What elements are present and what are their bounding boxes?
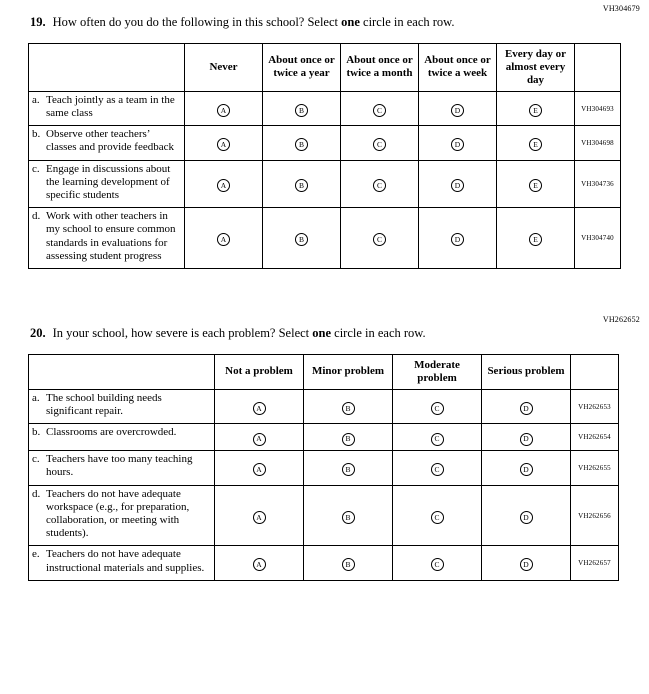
row-text: Teachers have too many teaching hours. [46,453,193,479]
row-label [29,485,215,546]
answer-circle-b[interactable] [342,433,355,446]
answer-circle-b[interactable] [295,179,308,192]
column-header-once-twice-month: About once or twice a month [341,44,419,92]
column-header-once-twice-week: About once or twice a week [419,44,497,92]
answer-circle-d[interactable] [520,463,533,476]
answer-circle-b[interactable] [295,104,308,117]
row-code: VH262657 [571,546,619,580]
circle-letter: C [376,235,382,245]
answer-cell [393,485,482,546]
prompt-text: How often do you do the following in this school? Select [52,15,342,29]
circle-letter: D [454,180,461,190]
answer-circle-e[interactable] [529,138,542,151]
answer-cell [482,389,571,423]
circle-letter: A [220,139,227,149]
table-row [29,451,619,485]
row-label [29,424,215,451]
row-label [29,208,185,269]
answer-cell [263,91,341,125]
answer-cell [497,91,575,125]
row-letter: d. [32,487,41,500]
answer-cell [341,126,419,160]
circle-letter: C [434,434,440,444]
question-20-code: VH262652 [602,314,640,324]
answer-circle-c[interactable] [431,433,444,446]
circle-letter: D [523,560,529,570]
question-number: 20. [30,325,46,340]
answer-cell [215,424,304,451]
circle-letter: A [256,464,262,474]
circle-letter: A [220,105,227,115]
table-row [29,91,621,125]
answer-cell [185,126,263,160]
circle-letter: B [345,403,351,413]
answer-circle-a[interactable] [253,558,266,571]
circle-letter: B [345,464,351,474]
column-header-moderate-problem: Moderate problem [393,354,482,389]
circle-letter: E [533,139,538,149]
prompt-text: circle in each row. [331,325,426,340]
answer-cell [393,546,482,580]
circle-letter: B [298,139,304,149]
circle-letter: B [298,235,304,245]
answer-circle-c[interactable] [431,511,444,524]
circle-letter: C [434,560,440,570]
answer-circle-d[interactable] [520,433,533,446]
table-row [29,126,621,160]
table-row [29,546,619,580]
row-code: VH304736 [575,160,621,208]
answer-circle-a[interactable] [217,233,230,246]
row-text: Teachers do not have adequate instructional materials and supplies. [46,548,205,574]
answer-circle-d[interactable] [451,233,464,246]
row-label [29,91,185,125]
circle-letter: B [298,105,304,115]
circle-letter: C [434,464,440,474]
answer-circle-a[interactable] [253,463,266,476]
answer-cell [482,424,571,451]
table-row [29,208,621,269]
prompt-text: In your school, how severe is each problem? Select [52,325,313,340]
circle-letter: A [256,560,262,570]
answer-circle-d[interactable] [520,558,533,571]
column-header-every-day: Every day or almost every day [497,44,575,92]
answer-cell [304,485,393,546]
answer-circle-b[interactable] [342,558,355,571]
row-letter: a. [32,93,40,106]
circle-letter: A [256,512,262,522]
answer-cell [393,389,482,423]
answer-cell [482,485,571,546]
empty-corner-cell [29,354,215,389]
empty-corner-cell [29,44,185,92]
column-header-minor-problem: Minor problem [304,354,393,389]
answer-cell [419,160,497,208]
circle-letter: A [256,434,262,444]
answer-circle-c[interactable] [373,104,386,117]
header-row [29,354,619,389]
answer-cell [304,424,393,451]
answer-circle-c[interactable] [373,138,386,151]
answer-cell [497,160,575,208]
row-label [29,160,185,208]
circle-letter: A [220,235,227,245]
table-row [29,389,619,423]
row-code: VH304693 [575,91,621,125]
answer-circle-c[interactable] [373,179,386,192]
answer-cell [497,126,575,160]
question-19-section [0,4,649,269]
answer-cell [341,208,419,269]
question-20-section [0,315,649,581]
circle-letter: D [523,464,529,474]
answer-circle-d[interactable] [520,511,533,524]
answer-cell [185,160,263,208]
answer-circle-a[interactable] [217,104,230,117]
row-text: Teachers do not have adequate workspace (e.g., for preparation, collaboration, or meeting with students). [46,487,190,540]
q20-table [28,354,619,581]
answer-circle-a[interactable] [217,138,230,151]
question-19-code: VH304679 [602,4,640,13]
column-header-never: Never [185,44,263,92]
answer-circle-b[interactable] [295,233,308,246]
answer-cell [215,546,304,580]
prompt-emphasis: one [341,15,360,29]
circle-letter: C [434,512,440,522]
answer-circle-e[interactable] [529,233,542,246]
answer-circle-d[interactable] [520,402,533,415]
answer-circle-c[interactable] [431,402,444,415]
answer-circle-e[interactable] [529,104,542,117]
row-code: VH262654 [571,424,619,451]
circle-letter: C [376,105,382,115]
answer-cell [185,91,263,125]
answer-cell [341,160,419,208]
prompt-text: circle in each row. [359,15,455,29]
row-code: VH304698 [575,126,621,160]
table-row [29,424,619,451]
answer-cell [215,389,304,423]
row-label [29,451,215,485]
circle-letter: C [434,403,440,413]
row-code: VH262653 [571,389,619,423]
answer-cell [304,389,393,423]
empty-code-header [571,354,619,389]
row-letter: c. [32,453,40,466]
answer-circle-a[interactable] [253,433,266,446]
answer-cell [419,91,497,125]
table-row [29,485,619,546]
circle-letter: D [454,105,461,115]
row-text: Observe other teachers’ classes and provide feedback [46,128,174,154]
circle-letter: E [533,235,538,245]
circle-letter: E [533,105,538,115]
answer-cell [393,451,482,485]
header-row [29,44,621,92]
row-code: VH262656 [571,485,619,546]
circle-letter: B [345,512,351,522]
table-row [29,160,621,208]
answer-circle-d[interactable] [451,138,464,151]
answer-cell [185,208,263,269]
column-header-not-a-problem: Not a problem [215,354,304,389]
circle-letter: C [376,180,382,190]
circle-letter: D [523,512,529,522]
row-letter: b. [32,426,41,439]
answer-cell [419,126,497,160]
answer-cell [341,91,419,125]
row-letter: c. [32,162,40,175]
row-text: Engage in discussions about the learning development of specific students [46,162,171,202]
answer-cell [215,485,304,546]
answer-cell [497,208,575,269]
question-20-prompt [30,326,625,341]
answer-cell [482,546,571,580]
answer-circle-b[interactable] [295,138,308,151]
column-header-serious-problem: Serious problem [482,354,571,389]
question-19-prompt [30,15,625,30]
prompt-emphasis: one [312,325,332,340]
circle-letter: E [533,180,538,190]
row-text: Classrooms are overcrowded. [46,426,177,439]
row-text: Work with other teachers in my school to ensure common standards in evaluations for assessing student progress [46,210,176,262]
q19-table [28,43,621,269]
answer-circle-d[interactable] [451,179,464,192]
row-label [29,389,215,423]
answer-cell [304,451,393,485]
answer-cell [393,424,482,451]
answer-circle-a[interactable] [253,511,266,524]
answer-cell [419,208,497,269]
circle-letter: A [256,403,262,413]
circle-letter: D [523,403,529,413]
answer-circle-c[interactable] [373,233,386,246]
row-letter: b. [32,128,41,141]
answer-circle-a[interactable] [217,179,230,192]
row-letter: a. [32,391,40,404]
answer-circle-c[interactable] [431,558,444,571]
answer-cell [263,126,341,160]
answer-circle-b[interactable] [342,463,355,476]
row-label [29,126,185,160]
circle-letter: B [345,560,351,570]
answer-cell [304,546,393,580]
row-code: VH262655 [571,451,619,485]
row-code: VH304740 [575,208,621,269]
answer-cell [263,208,341,269]
row-label [29,546,215,580]
column-header-once-twice-year: About once or twice a year [263,44,341,92]
answer-circle-c[interactable] [431,463,444,476]
row-letter: d. [32,210,41,223]
circle-letter: A [220,180,227,190]
answer-circle-d[interactable] [451,104,464,117]
circle-letter: B [298,180,304,190]
row-letter: e. [32,548,40,561]
answer-cell [482,451,571,485]
answer-cell [215,451,304,485]
answer-circle-e[interactable] [529,179,542,192]
circle-letter: D [454,139,461,149]
circle-letter: D [454,235,461,245]
answer-circle-b[interactable] [342,402,355,415]
circle-letter: D [523,434,529,444]
answer-cell [263,160,341,208]
empty-code-header [575,44,621,92]
circle-letter: B [345,434,351,444]
answer-circle-a[interactable] [253,402,266,415]
row-text: Teach jointly as a team in the same class [46,93,175,120]
row-text: The school building needs significant repair. [46,391,162,418]
circle-letter: C [376,139,382,149]
answer-circle-b[interactable] [342,511,355,524]
question-number: 19. [30,15,46,29]
